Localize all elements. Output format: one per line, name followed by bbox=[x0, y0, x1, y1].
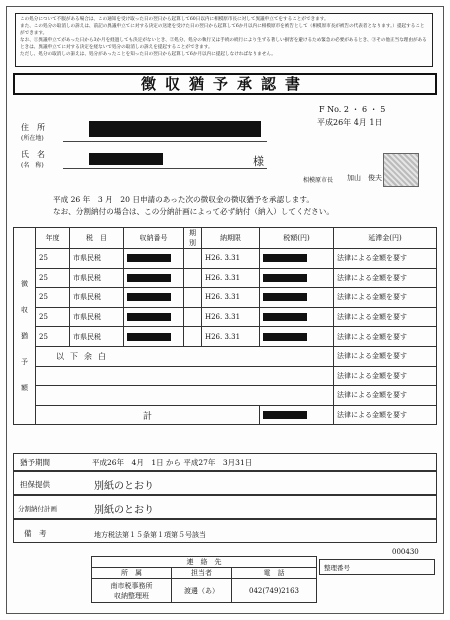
contact-table bbox=[91, 556, 317, 603]
row-tax: 市県民税 bbox=[70, 249, 124, 269]
table-row bbox=[14, 366, 437, 386]
issue-date: 平成26年 4月 1日 bbox=[317, 118, 383, 127]
contact-col-person: 担当者 bbox=[172, 568, 232, 579]
row-amount bbox=[260, 288, 334, 308]
appeal-notice bbox=[15, 13, 433, 67]
table-row bbox=[14, 268, 437, 288]
redacted-amount bbox=[263, 293, 307, 301]
redacted-amount bbox=[263, 254, 307, 262]
installment-value: 別紙のとおり bbox=[94, 505, 154, 516]
col-late-fee: 延滞金(円) bbox=[334, 228, 437, 249]
row-period bbox=[184, 249, 202, 269]
row-late: 法律による金額を要す bbox=[334, 307, 437, 327]
empty-row bbox=[36, 386, 334, 406]
deferral-table bbox=[13, 227, 437, 425]
row-amount bbox=[260, 307, 334, 327]
approval-message: 平成 26 年 3 月 20 日申請のあった次の徴収金の徴収猶予を承認します。 bbox=[53, 195, 314, 204]
row-year: 25 bbox=[36, 307, 70, 327]
address-sublabel: (所在地) bbox=[21, 135, 44, 142]
table-row bbox=[14, 346, 437, 366]
redacted-address bbox=[89, 121, 261, 137]
table-header-row bbox=[14, 228, 437, 249]
row-year: 25 bbox=[36, 268, 70, 288]
control-number-value: 000430 bbox=[392, 548, 419, 556]
row-period bbox=[184, 288, 202, 308]
document-page bbox=[6, 6, 444, 614]
row-amount bbox=[260, 268, 334, 288]
row-amount bbox=[260, 327, 334, 347]
period-row bbox=[13, 453, 437, 471]
row-receipt bbox=[124, 327, 184, 347]
table-row bbox=[14, 249, 437, 269]
table-row bbox=[14, 386, 437, 406]
honorific: 様 bbox=[253, 155, 264, 168]
empty-row bbox=[36, 366, 334, 386]
collateral-label: 担保提供 bbox=[20, 480, 50, 489]
redacted-receipt bbox=[127, 274, 171, 282]
name-sublabel: (名 称) bbox=[21, 162, 44, 169]
period-value: 平成26年 4月 1日 から 平成27年 3月31日 bbox=[92, 458, 253, 467]
side-label: 徴 収 猶 予 額 bbox=[14, 249, 36, 425]
installment-label: 分割納付計画 bbox=[18, 505, 57, 513]
col-due: 納期限 bbox=[202, 228, 260, 249]
redacted-receipt bbox=[127, 254, 171, 262]
period-label: 猶予期間 bbox=[20, 458, 50, 467]
col-tax: 税 目 bbox=[70, 228, 124, 249]
redacted-receipt bbox=[127, 293, 171, 301]
total-amount bbox=[260, 405, 334, 425]
side-header bbox=[14, 228, 36, 249]
remarks-row bbox=[13, 519, 437, 543]
row-period bbox=[184, 307, 202, 327]
redacted-amount bbox=[263, 274, 307, 282]
installment-message: なお、分割納付の場合は、この分納計画によって必ず納付（納入）してください。 bbox=[53, 207, 334, 216]
remarks-value: 地方税法第１５条第１項第５号該当 bbox=[94, 531, 206, 539]
notice-line: この処分について不服がある場合は、この通知を受け取った日の翌日から起算して60日以内に相模原市長に対して異議申立てをすることができます。 bbox=[20, 17, 329, 22]
total-label: 計 bbox=[36, 405, 260, 425]
contact-col-phone: 電 話 bbox=[232, 568, 317, 579]
row-due: H26. 3.31 bbox=[202, 288, 260, 308]
row-tax: 市県民税 bbox=[70, 268, 124, 288]
col-receipt: 収納番号 bbox=[124, 228, 184, 249]
row-tax: 市県民税 bbox=[70, 327, 124, 347]
mayor-name: 加山 俊夫 bbox=[347, 174, 382, 182]
table-row bbox=[14, 327, 437, 347]
contact-dept: 南市税事務所 収納整理班 bbox=[92, 579, 172, 603]
row-year: 25 bbox=[36, 249, 70, 269]
form-number: F No. 2 ・ 6 ・ 5 bbox=[319, 105, 386, 114]
collateral-row bbox=[13, 471, 437, 495]
collateral-value: 別紙のとおり bbox=[94, 481, 154, 492]
name-underline bbox=[63, 168, 267, 169]
installment-row bbox=[13, 495, 437, 519]
notice-line: なお、①異議申立てがあった日から3か月を経過しても決定がないとき、②処分、処分の執行又は手続の続行により生ずる著しい損害を避けるため緊急の必要があるとき、③その他正当な理由があるときは、異議申立てに対する決定を経ないで処分の取消しの訴えを提起することができます。 bbox=[20, 38, 427, 50]
mayor-title: 相模原市長 bbox=[303, 177, 334, 184]
row-amount bbox=[260, 249, 334, 269]
row-late: 法律による金額を要す bbox=[334, 327, 437, 347]
notice-line: ただし、処分の取消しの訴えは、処分があったことを知った日の翌日から起算して6か月以内に提起しなければなりません。 bbox=[20, 52, 276, 57]
row-tax: 市県民税 bbox=[70, 307, 124, 327]
redacted-amount bbox=[263, 313, 307, 321]
row-late: 法律による金額を要す bbox=[334, 249, 437, 269]
redacted-total bbox=[263, 411, 307, 419]
row-tax: 市県民税 bbox=[70, 288, 124, 308]
control-number bbox=[319, 548, 435, 575]
row-late: 法律による金額を要す bbox=[334, 288, 437, 308]
remarks-label: 備 考 bbox=[24, 529, 47, 538]
address-underline bbox=[63, 141, 267, 142]
table-row bbox=[14, 307, 437, 327]
row-receipt bbox=[124, 249, 184, 269]
row-period bbox=[184, 268, 202, 288]
redacted-receipt bbox=[127, 313, 171, 321]
row-due: H26. 3.31 bbox=[202, 307, 260, 327]
table-row bbox=[14, 288, 437, 308]
contact-person: 渡邊（あ） bbox=[172, 579, 232, 603]
row-late: 法律による金額を要す bbox=[334, 268, 437, 288]
row-receipt bbox=[124, 288, 184, 308]
col-period: 期別 bbox=[184, 228, 202, 249]
row-due: H26. 3.31 bbox=[202, 249, 260, 269]
total-row bbox=[14, 405, 437, 425]
contact-phone: 042(749)2163 bbox=[232, 579, 317, 603]
row-receipt bbox=[124, 307, 184, 327]
row-year: 25 bbox=[36, 288, 70, 308]
notice-line: また、この処分の取消しの訴えは、前記の異議申立てに対する決定の送達を受けた日の翌日から起算して6か月以内に相模原市を被告として（相模原市長が被告の代表者となります。）提起することができます。 bbox=[20, 24, 425, 36]
redacted-amount bbox=[263, 333, 307, 341]
name-label: 氏 名 bbox=[21, 150, 45, 159]
document-title: 徴収猶予承認書 bbox=[13, 73, 437, 95]
address-label: 住 所 bbox=[21, 123, 45, 132]
redacted-receipt bbox=[127, 333, 171, 341]
row-late: 法律による金額を要す bbox=[334, 346, 437, 366]
redacted-name bbox=[89, 153, 163, 165]
row-late: 法律による金額を要す bbox=[334, 386, 437, 406]
contact-header: 連 絡 先 bbox=[92, 557, 317, 568]
row-receipt bbox=[124, 268, 184, 288]
total-late: 法律による金額を要す bbox=[334, 405, 437, 425]
official-seal bbox=[383, 153, 419, 187]
row-year: 25 bbox=[36, 327, 70, 347]
contact-col-dept: 所 属 bbox=[92, 568, 172, 579]
row-due: H26. 3.31 bbox=[202, 327, 260, 347]
remainder-text: 以下余白 bbox=[36, 346, 334, 366]
col-year: 年度 bbox=[36, 228, 70, 249]
row-due: H26. 3.31 bbox=[202, 268, 260, 288]
row-period bbox=[184, 327, 202, 347]
col-amount: 税額(円) bbox=[260, 228, 334, 249]
row-late: 法律による金額を要す bbox=[334, 366, 437, 386]
control-number-label: 整理番号 bbox=[324, 564, 350, 572]
